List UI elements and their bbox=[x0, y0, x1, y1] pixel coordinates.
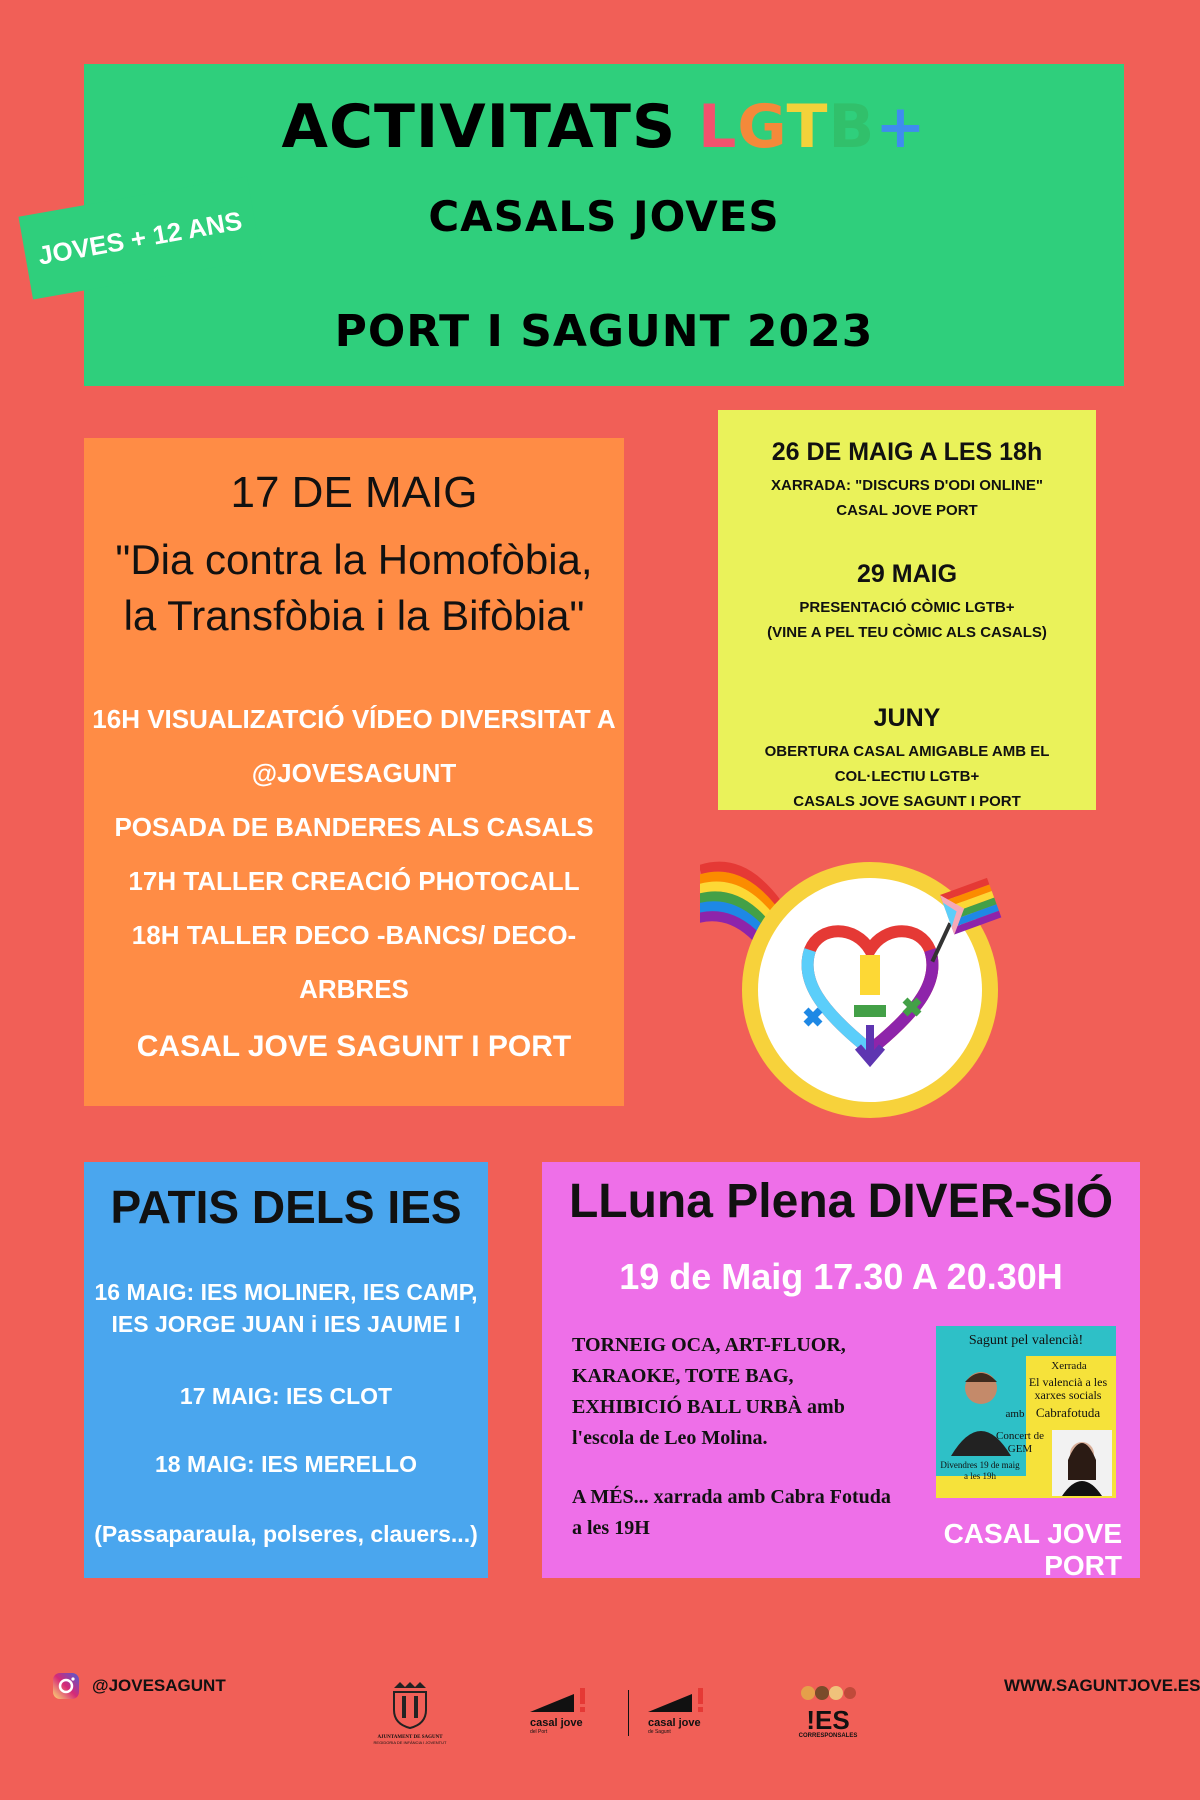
coat-of-arms-icon bbox=[388, 1680, 432, 1730]
orange-title: "Dia contra la Homofòbia, la Transfòbia i la Bifòbia" bbox=[115, 536, 593, 639]
list-item: 18H TALLER DECO -BANCS/ DECO-ARBRES bbox=[131, 920, 577, 1004]
casal-logo-icon bbox=[530, 1688, 590, 1712]
age-badge-label: JOVES + 12 ANS bbox=[35, 204, 245, 271]
event-2-line: PRESENTACIÓ CÒMIC LGTB+ bbox=[799, 599, 1015, 616]
event-3-line: OBERTURA CASAL AMIGABLE AMB EL COL·LECTIU LGTB+ bbox=[764, 743, 1050, 785]
event-2 bbox=[718, 560, 1096, 645]
pride-emblem-icon bbox=[700, 840, 1040, 1140]
list-item: 18 MAIG: IES MERELLO bbox=[155, 1451, 417, 1477]
casal-port-sublabel: del Port bbox=[530, 1729, 548, 1735]
ies-label: !ES bbox=[806, 1705, 850, 1735]
main-title bbox=[84, 92, 1124, 162]
list-item: 16H VISUALIZATCIÓ VÍDEO DIVERSITAT A bbox=[92, 704, 616, 734]
school-playgrounds-box bbox=[84, 1162, 488, 1578]
pink-more: A MÉS... xarrada amb Cabra Fotuda a les 19H bbox=[572, 1486, 891, 1539]
event-3-title: JUNY bbox=[873, 704, 941, 732]
casal-sagunt-sublabel: de Sagunt bbox=[648, 1729, 671, 1735]
orange-footer: CASAL JOVE SAGUNT I PORT bbox=[136, 1030, 572, 1063]
list-item: POSADA DE BANDERES ALS CASALS bbox=[114, 812, 594, 842]
list-item: 16 MAIG: IES MOLINER, IES CAMP, IES JORGE JUAN i IES JAUME I bbox=[94, 1279, 478, 1337]
pink-activities: TORNEIG OCA, ART-FLUOR, KARAOKE, TOTE BAG, EXHIBICIÓ BALL URBÀ amb l'escola de Leo Molina. bbox=[572, 1334, 846, 1449]
upcoming-events-box bbox=[718, 410, 1096, 810]
lgtb-letter: B bbox=[828, 92, 876, 162]
flyer-date-info: Divendres 19 de maig a les 19h bbox=[940, 1460, 1020, 1481]
lgtb-letters bbox=[698, 92, 926, 162]
ajuntament-logo bbox=[355, 1680, 465, 1745]
homophobia-day-box bbox=[84, 438, 624, 1106]
list-item: 17H TALLER CREACIÓ PHOTOCALL bbox=[128, 866, 580, 896]
casal-sagunt-label: casal jove bbox=[648, 1717, 701, 1729]
event-3-line: CASALS JOVE SAGUNT I PORT bbox=[793, 793, 1021, 810]
casal-logo-icon bbox=[648, 1688, 708, 1712]
logo-divider bbox=[628, 1690, 629, 1736]
instagram-link[interactable] bbox=[52, 1672, 226, 1700]
event-3 bbox=[718, 704, 1096, 814]
title-prefix: ACTIVITATS bbox=[281, 92, 677, 162]
list-item: 17 MAIG: IES CLOT bbox=[179, 1383, 393, 1409]
ajuntament-sublabel: REGIDORIA DE INFÀNCIA I JOVENTUT bbox=[373, 1740, 447, 1745]
instagram-handle: @JOVESAGUNT bbox=[92, 1676, 226, 1695]
full-moon-event-box bbox=[542, 1162, 1140, 1581]
lgtb-letter: T bbox=[786, 92, 829, 162]
flyer-talk-label: Xerrada bbox=[1051, 1360, 1087, 1372]
flyer-guest: Cabrafotuda bbox=[1035, 1405, 1101, 1420]
pink-date: 19 de Maig 17.30 A 20.30H bbox=[619, 1256, 1063, 1297]
pink-title: LLuna Plena DIVER-SIÓ bbox=[568, 1175, 1114, 1228]
casal-sagunt-logo bbox=[648, 1688, 738, 1735]
ajuntament-label: AJUNTAMENT DE SAGUNT bbox=[377, 1735, 443, 1740]
event-1-line: XARRADA: "DISCURS D'ODI ONLINE" bbox=[771, 477, 1043, 494]
event-2-title: 29 MAIG bbox=[856, 560, 958, 588]
event-2-line: (VINE A PEL TEU CÒMIC ALS CASALS) bbox=[767, 624, 1047, 641]
lgtb-letter: G bbox=[737, 92, 787, 162]
person-icon bbox=[1052, 1430, 1112, 1496]
ies-corresponsales-logo bbox=[790, 1684, 866, 1739]
flyer-talk-title: El valencià a les xarxes socials bbox=[1028, 1375, 1108, 1402]
pink-footer: CASAL JOVE PORT bbox=[943, 1518, 1122, 1581]
list-item: @JOVESAGUNT bbox=[251, 758, 457, 788]
event-1 bbox=[718, 438, 1096, 523]
flyer-concert: Concert de GEM bbox=[996, 1430, 1044, 1455]
location-year: PORT I SAGUNT 2023 bbox=[334, 306, 874, 357]
instagram-icon bbox=[52, 1672, 80, 1700]
flyer-with: amb bbox=[1005, 1408, 1025, 1420]
lgtb-letter: + bbox=[875, 92, 927, 162]
talk-flyer-image bbox=[936, 1326, 1116, 1498]
people-icon bbox=[800, 1684, 856, 1702]
orange-date: 17 DE MAIG bbox=[230, 468, 478, 517]
event-1-line: CASAL JOVE PORT bbox=[836, 502, 978, 519]
ies-sublabel: CORRESPONSALES bbox=[798, 1733, 858, 1739]
casal-port-label: casal jove bbox=[530, 1717, 583, 1729]
orange-activity-list bbox=[84, 692, 624, 1016]
event-1-title: 26 DE MAIG A LES 18h bbox=[771, 438, 1043, 466]
lgtb-letter: L bbox=[698, 92, 738, 162]
website-link[interactable]: WWW.SAGUNTJOVE.ES bbox=[1004, 1676, 1200, 1695]
subtitle: CASALS JOVES bbox=[428, 192, 780, 241]
blue-title: PATIS DELS IES bbox=[110, 1181, 462, 1233]
flyer-photo-right bbox=[1052, 1430, 1112, 1496]
flyer-heading: Sagunt pel valencià! bbox=[936, 1326, 1116, 1356]
list-item: (Passaparaula, polseres, clauers...) bbox=[94, 1521, 478, 1547]
casal-port-logo bbox=[530, 1688, 610, 1735]
